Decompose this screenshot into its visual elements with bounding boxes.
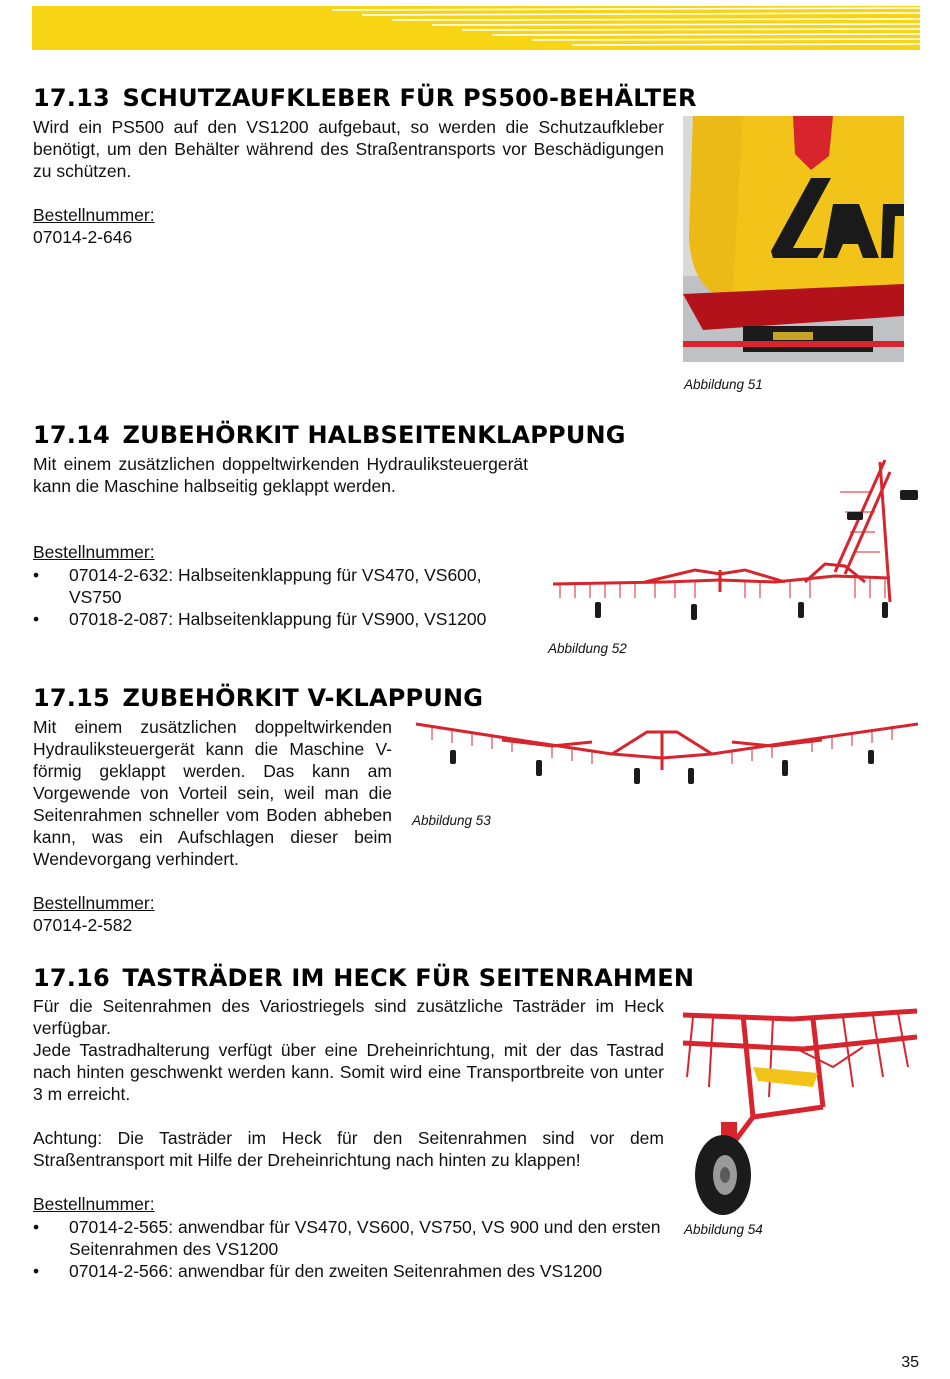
section-warning-text: Achtung: Die Tasträder im Heck für den Seitenrahmen sind vor dem Straßentransport mit Hilfe der Dreheinrichtung nach hinten zu klappen! <box>33 1128 664 1170</box>
figure-v-folding <box>412 712 922 802</box>
order-item-text: 07018-2-087: Halbseitenklappung für VS900, VS1200 <box>69 609 487 629</box>
bullet-icon: • <box>33 1217 40 1237</box>
order-list-item <box>33 1260 664 1282</box>
section-heading: TASTRÄDER IM HECK FÜR SEITENRAHMEN <box>122 964 695 992</box>
section-number: 17.14 <box>33 421 110 449</box>
order-number-label: Bestellnummer: <box>33 893 155 913</box>
section-number: 17.13 <box>33 84 110 112</box>
figure-caption: Abbildung 53 <box>412 813 491 828</box>
order-list-item <box>33 1216 664 1260</box>
figure-caption: Abbildung 54 <box>684 1222 763 1237</box>
section-title-17-14 <box>33 421 626 449</box>
order-number-label: Bestellnummer: <box>33 1194 155 1214</box>
order-number: 07014-2-646 <box>33 227 133 247</box>
order-list-item <box>33 564 528 608</box>
order-number: 07014-2-582 <box>33 915 133 935</box>
order-list-item <box>33 608 528 630</box>
order-number-label: Bestellnummer: <box>33 205 155 225</box>
section-heading: ZUBEHÖRKIT HALBSEITENKLAPPUNG <box>122 421 626 449</box>
figure-caption: Abbildung 52 <box>548 641 627 656</box>
section-heading: SCHUTZAUFKLEBER FÜR PS500-BEHÄLTER <box>122 84 697 112</box>
figure-ps500-tank <box>683 116 904 362</box>
order-item-text: 07014-2-632: Halbseitenklappung für VS470, VS600, VS750 <box>69 565 482 607</box>
section-number: 17.16 <box>33 964 110 992</box>
section-text: Mit einem zusätzlichen doppeltwirkenden Hydrauliksteuergerät kann die Maschine halbseitig geklappt werden. <box>33 454 528 496</box>
section-title-17-15 <box>33 684 483 712</box>
order-item-text: 07014-2-566: anwendbar für den zweiten Seitenrahmen des VS1200 <box>69 1261 603 1281</box>
section-text-2: Jede Tastradhalterung verfügt über eine Dreheinrichtung, mit der das Tastrad nach hinten geschwenkt werden kann. Somit wird eine Transportbreite von unter 3 m erreicht. <box>33 1040 664 1104</box>
order-list <box>33 564 528 630</box>
figure-half-side-folding <box>545 452 925 632</box>
bullet-icon: • <box>33 1261 40 1281</box>
bullet-icon: • <box>33 565 40 585</box>
order-list <box>33 1216 664 1282</box>
section-text: Mit einem zusätzlichen doppeltwirkenden Hydrauliksteuergerät kann die Maschine V-förmig geklappt werden. Das kann am Vorgewende von Vorteil sein, weil man die Seitenrahmen schneller vom Boden abheben kann, was ein Aufschlagen dieser beim Wendevorgang verhindert. <box>33 717 392 869</box>
order-item-text: 07014-2-565: anwendbar für VS470, VS600, VS750, VS 900 und den ersten Seitenrahmen des VS1200 <box>69 1217 661 1259</box>
bullet-icon: • <box>33 609 40 629</box>
section-text: Wird ein PS500 auf den VS1200 aufgebaut, so werden die Schutzaufkleber benötigt, um den Behälter während des Straßentransports vor Beschädigungen zu schützen. <box>33 117 664 181</box>
section-title-17-16 <box>33 964 694 992</box>
section-title-17-13 <box>33 84 697 112</box>
figure-caption: Abbildung 51 <box>684 377 763 392</box>
section-number: 17.15 <box>33 684 110 712</box>
order-number-label: Bestellnummer: <box>33 542 155 562</box>
page-number: 35 <box>901 1354 919 1371</box>
section-heading: ZUBEHÖRKIT V-KLAPPUNG <box>122 684 484 712</box>
figure-rear-gauge-wheel <box>683 1007 917 1219</box>
section-text: Für die Seitenrahmen des Variostriegels sind zusätzliche Tasträder im Heck verfügbar. <box>33 996 664 1038</box>
header-banner <box>32 6 920 50</box>
